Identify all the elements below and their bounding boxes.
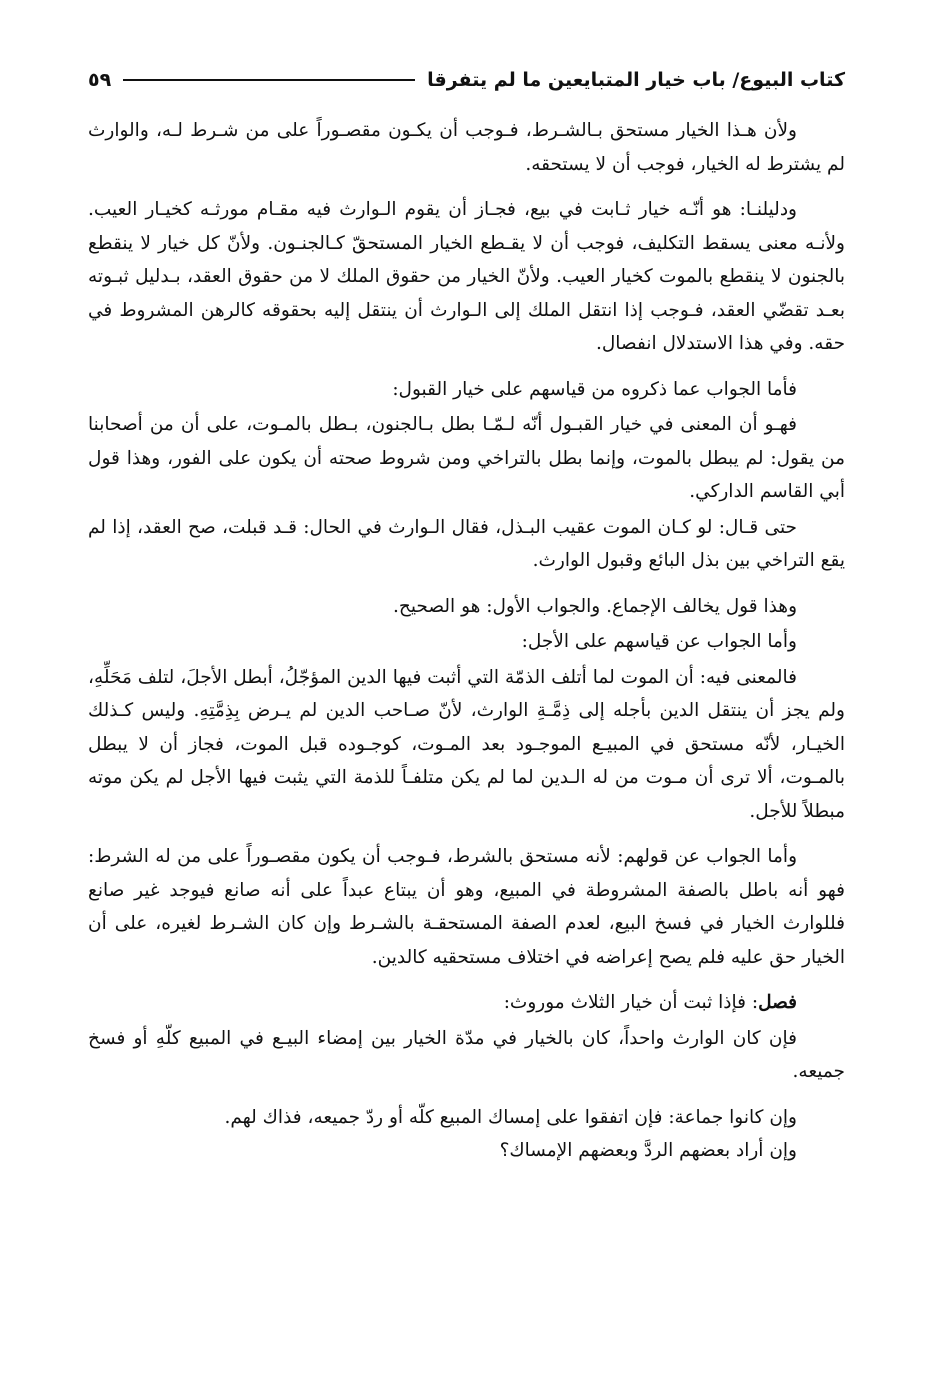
paragraph: وهذا قول يخالف الإجماع. والجواب الأول: هو الصحيح.: [393, 595, 797, 617]
paragraph: ولأن هـذا الخيار مستحق بـالشـرط، فـوجب أن يكـون مقصـوراً على من شـرط لـه، والوارث لم يشترط له الخيار، فوجب أن لا يستحقه.: [88, 120, 845, 175]
paragraph: وأما الجواب عن قياسهم على الأجل:: [521, 631, 797, 652]
running-header: [88, 60, 845, 100]
paragraph: فأما الجواب عما ذكروه من قياسهم على خيار القبول:: [392, 378, 797, 400]
book-page: [88, 60, 845, 1168]
paragraph: حتى قـال: لو كـان الموت عقيب البـذل، فقال الـوارث في الحال: قـد قبلت، صح العقد، إذا لم يقع التراخي بين بذل البائع وقبول الوارث.: [88, 516, 845, 571]
paragraph: ودليلنـا: هو أنّـه خيار ثـابت في بيع، فجـاز أن يقوم الـوارث فيه مقـام مورثـه كخيـار العيب. ولأنـه معنى يسقط التكليف، فوجب أن لا يقـطع الخيار المستحقّ كـالجنـون. ولأنّ كل خيار لا ينقطع بالجنون لا ينقطع بالموت كخيار العيب. ولأنّ الخيار من حقوق الملك لا من حقوق العقد، بـدليل ثبـوته بعـد تقضّي العقد، فـوجب إذا انتقل الملك إلى الـوارث أن ينتقل إليه بحقوقه كالرهن المشروط في حقه. وفي هذا الاستدلال انفصال.: [88, 199, 845, 354]
section-label: فصل: [758, 992, 797, 1013]
section-text: : فإذا ثبت أن خيار الثلاث موروث:: [503, 992, 759, 1013]
fasl-paragraph: [88, 986, 845, 1020]
running-title: كتاب البيوع/ باب خيار المتبايعين ما لم يتفرقا: [427, 69, 845, 91]
paragraph: وأما الجواب عن قولهم: لأنه مستحق بالشرط، فـوجب أن يكون مقصـوراً على من له الشرط: فهو أنه باطل بالصفة المشروطة في المبيع، وهو أن يبتاع عبداً على أنه صانع فيوجد غير صانع فللوارث الخيار في فسخ البيع، لعدم الصفة المستحقـة بالشـرط وإن كان الشـرط لغيره، على أن الخيار حق عليه فلم يصح إعراضه في اختلاف مستحقيه كالدين.: [88, 846, 845, 968]
paragraph: فإن كان الوارث واحداً، كان بالخيار في مدّة الخيار بين إمضاء البيـع في المبيع كلّهِ أو فسخ جميعه.: [88, 1027, 845, 1082]
paragraph: وإن كانوا جماعة: فإن اتفقوا على إمساك المبيع كلّه أو ردّ جميعه، فذاك لهم.: [224, 1106, 797, 1128]
paragraph: فهـو أن المعنى في خيار القبـول أنّه لـمّـا بطل بـالجنون، بـطل بالمـوت، على أن من أصحابنا من يقول: لم يبطل بالموت، وإنما بطل بالتراخي ومن شروط صحته أن يكون على الفور، وهذا قول أبي القاسم الداركي.: [88, 414, 845, 502]
page-body: [88, 114, 845, 1168]
page-number: ٥٩: [88, 69, 112, 91]
header-rule: [123, 79, 415, 81]
paragraph: وإن أراد بعضهم الردَّ وبعضهم الإمساك؟: [499, 1140, 797, 1161]
paragraph: فالمعنى فيه: أن الموت لما أتلف الذمّة التي أثبت فيها الدين المؤجّلُ، أبطل الأجلَ، لتلف مَحَلِّهِ، ولم يجز أن ينتقل الدين بأجله إلى ذِمَّـةِ الوارث، لأنّ صـاحب الدين لم يـرض بِذِمَّتِهِ. وليس كـذلك الخيـار، لأنّه مستحق في المبيـع الموجـود بعد المـوت، كوجـوده قبل الموت، فجاز أن لا يبطل بالمـوت، ألا ترى أن مـوت من له الـدين لما لم يكن متلفـاً للذمة التي يثبت فيها الأجل لم يكن موته مبطلاً للأجل.: [88, 666, 845, 822]
